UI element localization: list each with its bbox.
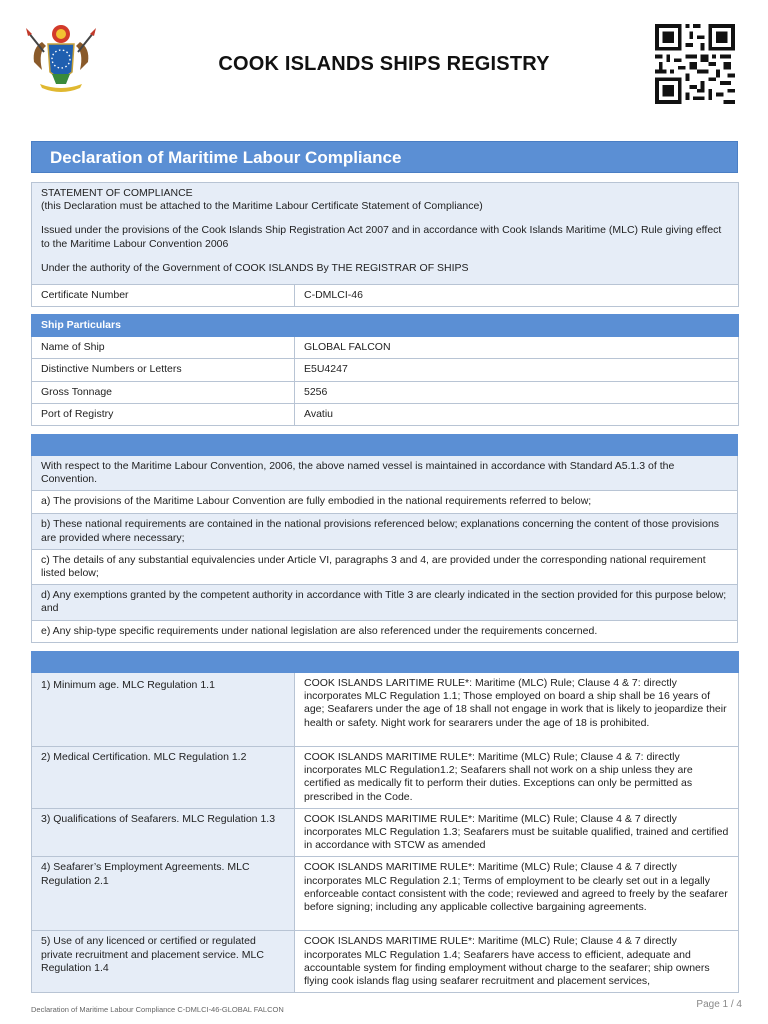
declaration-title: Declaration of Maritime Labour Compliance — [50, 148, 402, 167]
distinctive-letters-label: Distinctive Numbers or Letters — [32, 359, 295, 381]
statement-table — [31, 182, 739, 307]
distinctive-letters-value: E5U4247 — [295, 359, 739, 381]
regulation-text: COOK ISLANDS LARITIME RULE*: Maritime (MLC) Rule; Clause 4 & 7: directly incorporates MLC Regulation 1.1; Those employed on board a ship shall be 16 years of age; Seafarers under the age of 18 shall not engage in work that is likely to jeopardize their health or safety. Night work for seararers under the age of 18 is prohibited. — [295, 673, 739, 747]
certificate-number-label: Certificate Number — [32, 285, 295, 307]
regulation-text: COOK ISLANDS MARITIME RULE*: Maritime (MLC) Rule; Clause 4 & 7: directly incorporates MLC Regulation1.2; Seafarers shall not work on a ship unless they are certified as medically fit to perform their duties. Exceptions can only be permitted as prescribed in the Code. — [295, 747, 739, 809]
declaration-banner — [31, 141, 738, 173]
statement-block — [32, 183, 739, 285]
convention-item: c) The details of any substantial equivalencies under Article VI, paragraphs 3 and 4, are provided under the corresponding national requirement listed below; — [32, 549, 738, 584]
gross-tonnage-label: Gross Tonnage — [32, 381, 295, 403]
convention-item: a) The provisions of the Maritime Labour Convention are fully embodied in the national requirements referred to below; — [32, 491, 738, 514]
certificate-number-value: C-DMLCI-46 — [295, 285, 739, 307]
footer-document-title: Declaration of Maritime Labour Compliance C-DMLCI-46-GLOBAL FALCON — [31, 1005, 284, 1014]
gross-tonnage-value: 5256 — [295, 381, 739, 403]
regulation-text: COOK ISLANDS MARITIME RULE*: Maritime (MLC) Rule; Clause 4 & 7 directly incorporates MLC Regulation 1.3; Seafarers must be suitable qualified, trained and certified in accordance with STCW as amended — [295, 808, 739, 857]
registry-title: COOK ISLANDS SHIPS REGISTRY — [218, 53, 550, 75]
regulation-label: 2) Medical Certification. MLC Regulation 1.2 — [32, 747, 295, 809]
statement-note: (this Declaration must be attached to the Maritime Labour Certificate Statement of Compliance) — [41, 200, 483, 213]
regulation-text: COOK ISLANDS MARITIME RULE*: Maritime (MLC) Rule; Clause 4 & 7 directly incorporates MLC Regulation 1.4; Seafarers have access to efficient, adequate and accountable system for finding employment without charge to the seafarer; ship owners flying cook islands flag using seafarer recruitment and placement services, — [295, 931, 739, 993]
regulation-label: 1) Minimum age. MLC Regulation 1.1 — [32, 673, 295, 747]
convention-item: d) Any exemptions granted by the competent authority in accordance with Title 3 are clearly indicated in the section provided for this purpose below; and — [32, 585, 738, 620]
convention-item: b) These national requirements are contained in the national provisions referenced below; explanations concerning the content of those provisions are provided where necessary; — [32, 514, 738, 549]
convention-heading-bar — [32, 435, 738, 456]
ship-particulars-heading: Ship Particulars — [32, 315, 739, 337]
regulation-label: 3) Qualifications of Seafarers. MLC Regulation 1.3 — [32, 808, 295, 857]
page-number: Page 1 / 4 — [696, 999, 742, 1010]
statement-authority: Under the authority of the Government of COOK ISLANDS By THE REGISTRAR OF SHIPS — [41, 261, 469, 274]
port-of-registry-label: Port of Registry — [32, 403, 295, 425]
regulations-heading-bar — [32, 652, 739, 673]
ship-name-value: GLOBAL FALCON — [295, 337, 739, 359]
qr-code-icon — [653, 24, 737, 104]
ship-particulars-table — [31, 314, 739, 426]
regulations-table — [31, 651, 739, 993]
convention-intro: With respect to the Maritime Labour Convention, 2006, the above named vessel is maintained in accordance with Standard A5.1.3 of the Convention. — [32, 456, 738, 491]
regulation-label: 4) Seafarer’s Employment Agreements. MLC Regulation 2.1 — [32, 857, 295, 931]
port-of-registry-value: Avatiu — [295, 403, 739, 425]
regulation-label: 5) Use of any licenced or certified or regulated private recruitment and placement service. MLC Regulation 1.4 — [32, 931, 295, 993]
ship-name-label: Name of Ship — [32, 337, 295, 359]
convention-item: e) Any ship-type specific requirements under national legislation are also referenced under the requirements concerned. — [32, 620, 738, 642]
statement-issued: Issued under the provisions of the Cook Islands Ship Registration Act 2007 and in accordance with Cook Islands Maritime (MLC) Rule giving effect to the Maritime Labour Convention 2006 — [41, 224, 722, 250]
statement-heading: STATEMENT OF COMPLIANCE — [41, 187, 193, 199]
convention-table — [31, 434, 738, 643]
regulation-text: COOK ISLANDS MARITIME RULE*: Maritime (MLC) Rule; Clause 4 & 7 directly incorporates MLC Regulation 2.1; Terms of employment to be clearly set out in a legally enforceable contact consistent with the code; reviewed and agreed to freely by the seafarer before signing; including any applicable collective bargaining agreements. — [295, 857, 739, 931]
